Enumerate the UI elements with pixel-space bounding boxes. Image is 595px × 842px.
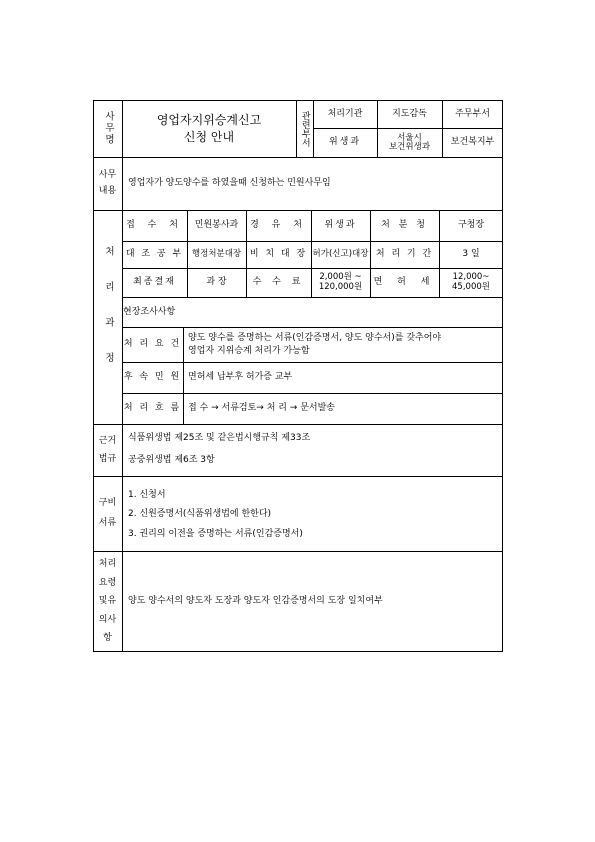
reference-register-label: 대 조 공 부 (125, 249, 184, 260)
final-approval-value: 과 장 (206, 277, 227, 288)
reference-register-value: 행정처분대장 (191, 248, 242, 259)
dept-header-responsible: 주무부서 (455, 108, 490, 119)
field-survey-label: 현장조사사항 (123, 306, 176, 317)
fee-label: 수 수 료 (252, 277, 305, 288)
processing-notes-text: 양도 양수서의 양도자 도장과 양도자 인감증명서의 도장 일치여부 (128, 596, 383, 607)
receiving-office-label: 접 수 처 (126, 220, 183, 231)
requirements-text: 양도 양수를 증명하는 서류(인감증명서, 양도 양수서)를 갖추어야 영업자 지위승계 처리가 가능함 (188, 332, 442, 356)
disposition-agency-label: 처 분 청 (381, 220, 428, 231)
kept-ledger-label: 비 치 대 장 (249, 249, 308, 260)
processing-period-label: 처 리 기 간 (375, 249, 434, 260)
document-item: 3. 권리의 이전을 증명하는 서류(인감증명서) (128, 528, 303, 539)
final-approval-label: 최종결재 (133, 277, 176, 288)
label-related-dept: 관련부서 (299, 110, 310, 147)
routing-office-value: 위생과 (324, 220, 357, 231)
dept-value-supervision: 서울시 보건위생과 (388, 132, 431, 152)
label-required-documents: 구비서류 (98, 497, 117, 528)
requirements-label: 처 리 요 건 (123, 339, 182, 350)
fee-value: 2,000원 ~ 120,000원 (318, 272, 363, 292)
dept-value-processing-agency: 위생과 (328, 137, 362, 148)
process-flow-label: 처 리 흐 름 (123, 403, 182, 414)
document-item: 1. 신청서 (128, 489, 166, 500)
license-tax-value: 12,000~ 45,000원 (452, 272, 490, 292)
label-task-name: 사무명 (102, 111, 114, 146)
dept-value-responsible: 보건복지부 (450, 137, 495, 148)
document-item: 2. 신원증명서(식품위생법에 한한다) (128, 508, 272, 519)
task-content-text: 영업자가 양도양수를 하였을때 신청하는 민원사무임 (128, 178, 331, 189)
divider (183, 327, 184, 424)
label-legal-basis: 근거법규 (98, 436, 117, 464)
followup-label: 후 속 민 원 (123, 372, 182, 383)
divider (93, 424, 503, 425)
routing-office-label: 경 유 처 (250, 220, 307, 231)
license-tax-label: 면 허 세 (373, 277, 436, 288)
dept-header-supervision: 지도감독 (392, 108, 427, 119)
processing-period-value: 3 일 (462, 249, 480, 260)
divider (93, 476, 503, 477)
disposition-agency-value: 구청장 (457, 220, 485, 231)
page-title: 영업자지위승계신고 신청 안내 (156, 113, 262, 144)
legal-line-1: 식품위생법 제25조 및 같은법시행규칙 제33조 (128, 432, 311, 443)
kept-ledger-value: 허가(신고)대장 (312, 248, 369, 259)
receiving-office-value: 민원봉사과 (194, 220, 239, 231)
dept-header-processing-agency: 처리기관 (327, 108, 363, 119)
process-flow-text: 접 수 → 서류검토→ 처 리 → 문서발송 (188, 403, 335, 414)
label-task-content: 사무내용 (98, 170, 117, 196)
label-process: 처리과정 (102, 246, 114, 388)
legal-line-2: 공중위생법 제6조 3항 (128, 454, 215, 465)
followup-text: 면허세 납부후 허가증 교부 (188, 372, 293, 383)
label-processing-notes: 처리요령및유의사항 (98, 559, 117, 644)
